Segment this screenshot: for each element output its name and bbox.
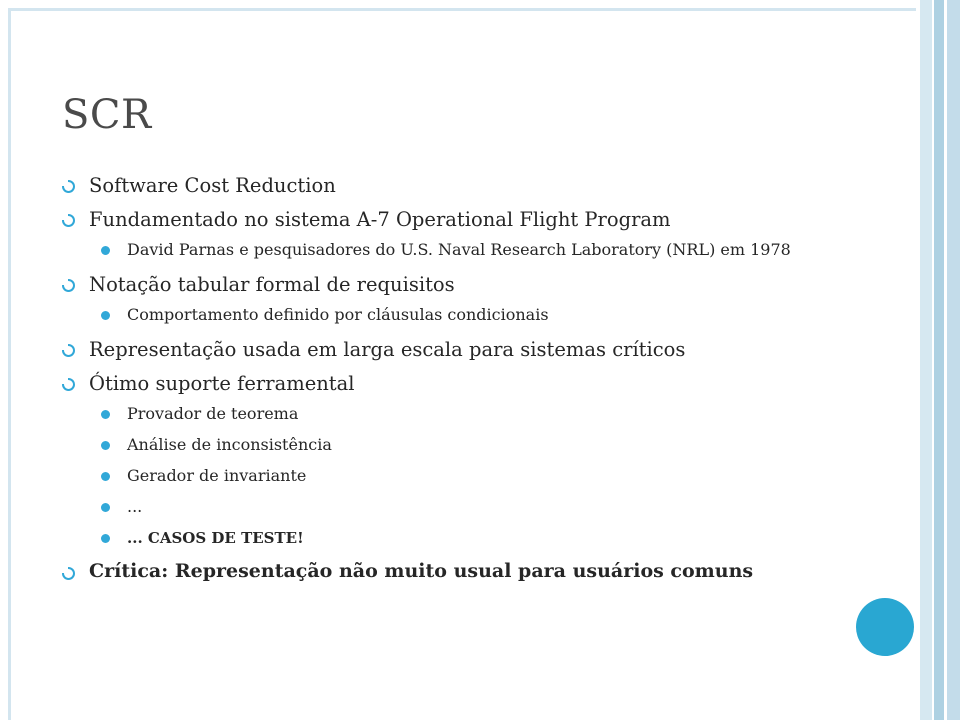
bullet-item-5: Ótimo suporte ferramental: [62, 370, 852, 398]
ring-bullet-icon: [62, 344, 75, 357]
bullet-item-2: Fundamentado no sistema A-7 Operational Flight Program: [62, 206, 852, 234]
bullet-item-4: Representação usada em larga escala para sistemas críticos: [62, 336, 852, 364]
bullet-item-1: Software Cost Reduction: [62, 172, 852, 200]
ring-bullet-icon: [62, 378, 75, 391]
dot-bullet-icon: [101, 441, 110, 450]
ring-bullet-icon: [62, 214, 75, 227]
sub-bullet-item: Provador de teorema: [62, 404, 852, 424]
sub-bullet-item: David Parnas e pesquisadores do U.S. Naval Research Laboratory (NRL) em 1978: [62, 240, 852, 260]
dot-bullet-icon: [101, 472, 110, 481]
dot-bullet-icon: [101, 410, 110, 419]
dot-bullet-icon: [101, 246, 110, 255]
sub-bullet-item: ... CASOS DE TESTE!: [62, 528, 852, 548]
bullet-item-3: Notação tabular formal de requisitos: [62, 271, 852, 299]
dot-bullet-icon: [101, 311, 110, 320]
dot-bullet-icon: [101, 503, 110, 512]
dot-bullet-icon: [101, 534, 110, 543]
sub-bullet-item: Comportamento definido por cláusulas condicionais: [62, 305, 852, 325]
sub-bullet-item: Gerador de invariante: [62, 466, 852, 486]
ring-bullet-icon: [62, 567, 75, 580]
ring-bullet-icon: [62, 279, 75, 292]
slide-title: SCR: [62, 92, 152, 138]
bullet-list: [62, 172, 852, 589]
decorative-circle: [856, 598, 914, 656]
bullet-item-6: Crítica: Representação não muito usual para usuários comuns: [62, 559, 852, 583]
ring-bullet-icon: [62, 180, 75, 193]
sub-bullet-item: Análise de inconsistência: [62, 435, 852, 455]
decorative-stripes: [916, 0, 960, 720]
sub-bullet-item: ...: [62, 497, 852, 517]
